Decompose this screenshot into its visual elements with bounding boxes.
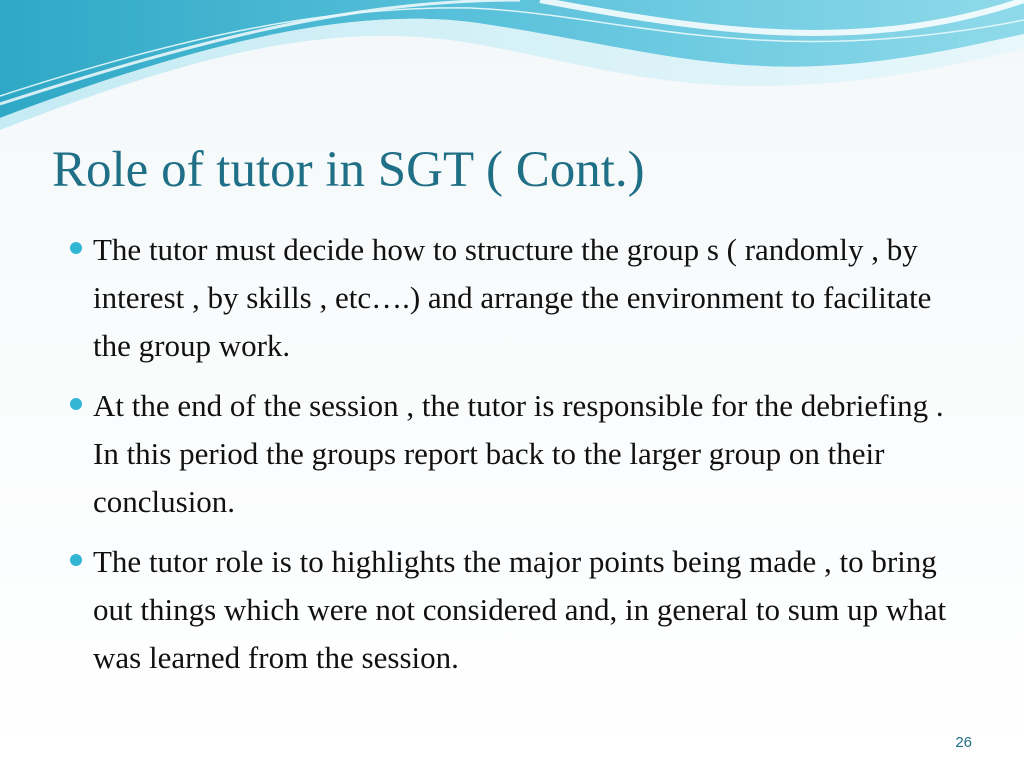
- bullet-item: [66, 538, 966, 682]
- bullet-item: [66, 382, 966, 526]
- page-number: 26: [955, 734, 972, 751]
- bullet-list: [66, 226, 966, 694]
- bullet-dot-icon: [70, 242, 82, 254]
- bullet-item: [66, 226, 966, 370]
- bullet-text: At the end of the session , the tutor is responsible for the debriefing . In this period the groups report back to the larger group on their conclusion.: [93, 388, 944, 519]
- bullet-dot-icon: [70, 554, 82, 566]
- slide-title: Role of tutor in SGT ( Cont.): [52, 142, 645, 198]
- bullet-text: The tutor must decide how to structure the group s ( randomly , by interest , by skills , etc….) and arrange the environment to facilitate the group work.: [93, 232, 932, 363]
- decorative-wave-header: [0, 0, 1024, 140]
- bullet-dot-icon: [70, 398, 82, 410]
- bullet-text: The tutor role is to highlights the major points being made , to bring out things which were not considered and, in general to sum up what was learned from the session.: [93, 544, 947, 675]
